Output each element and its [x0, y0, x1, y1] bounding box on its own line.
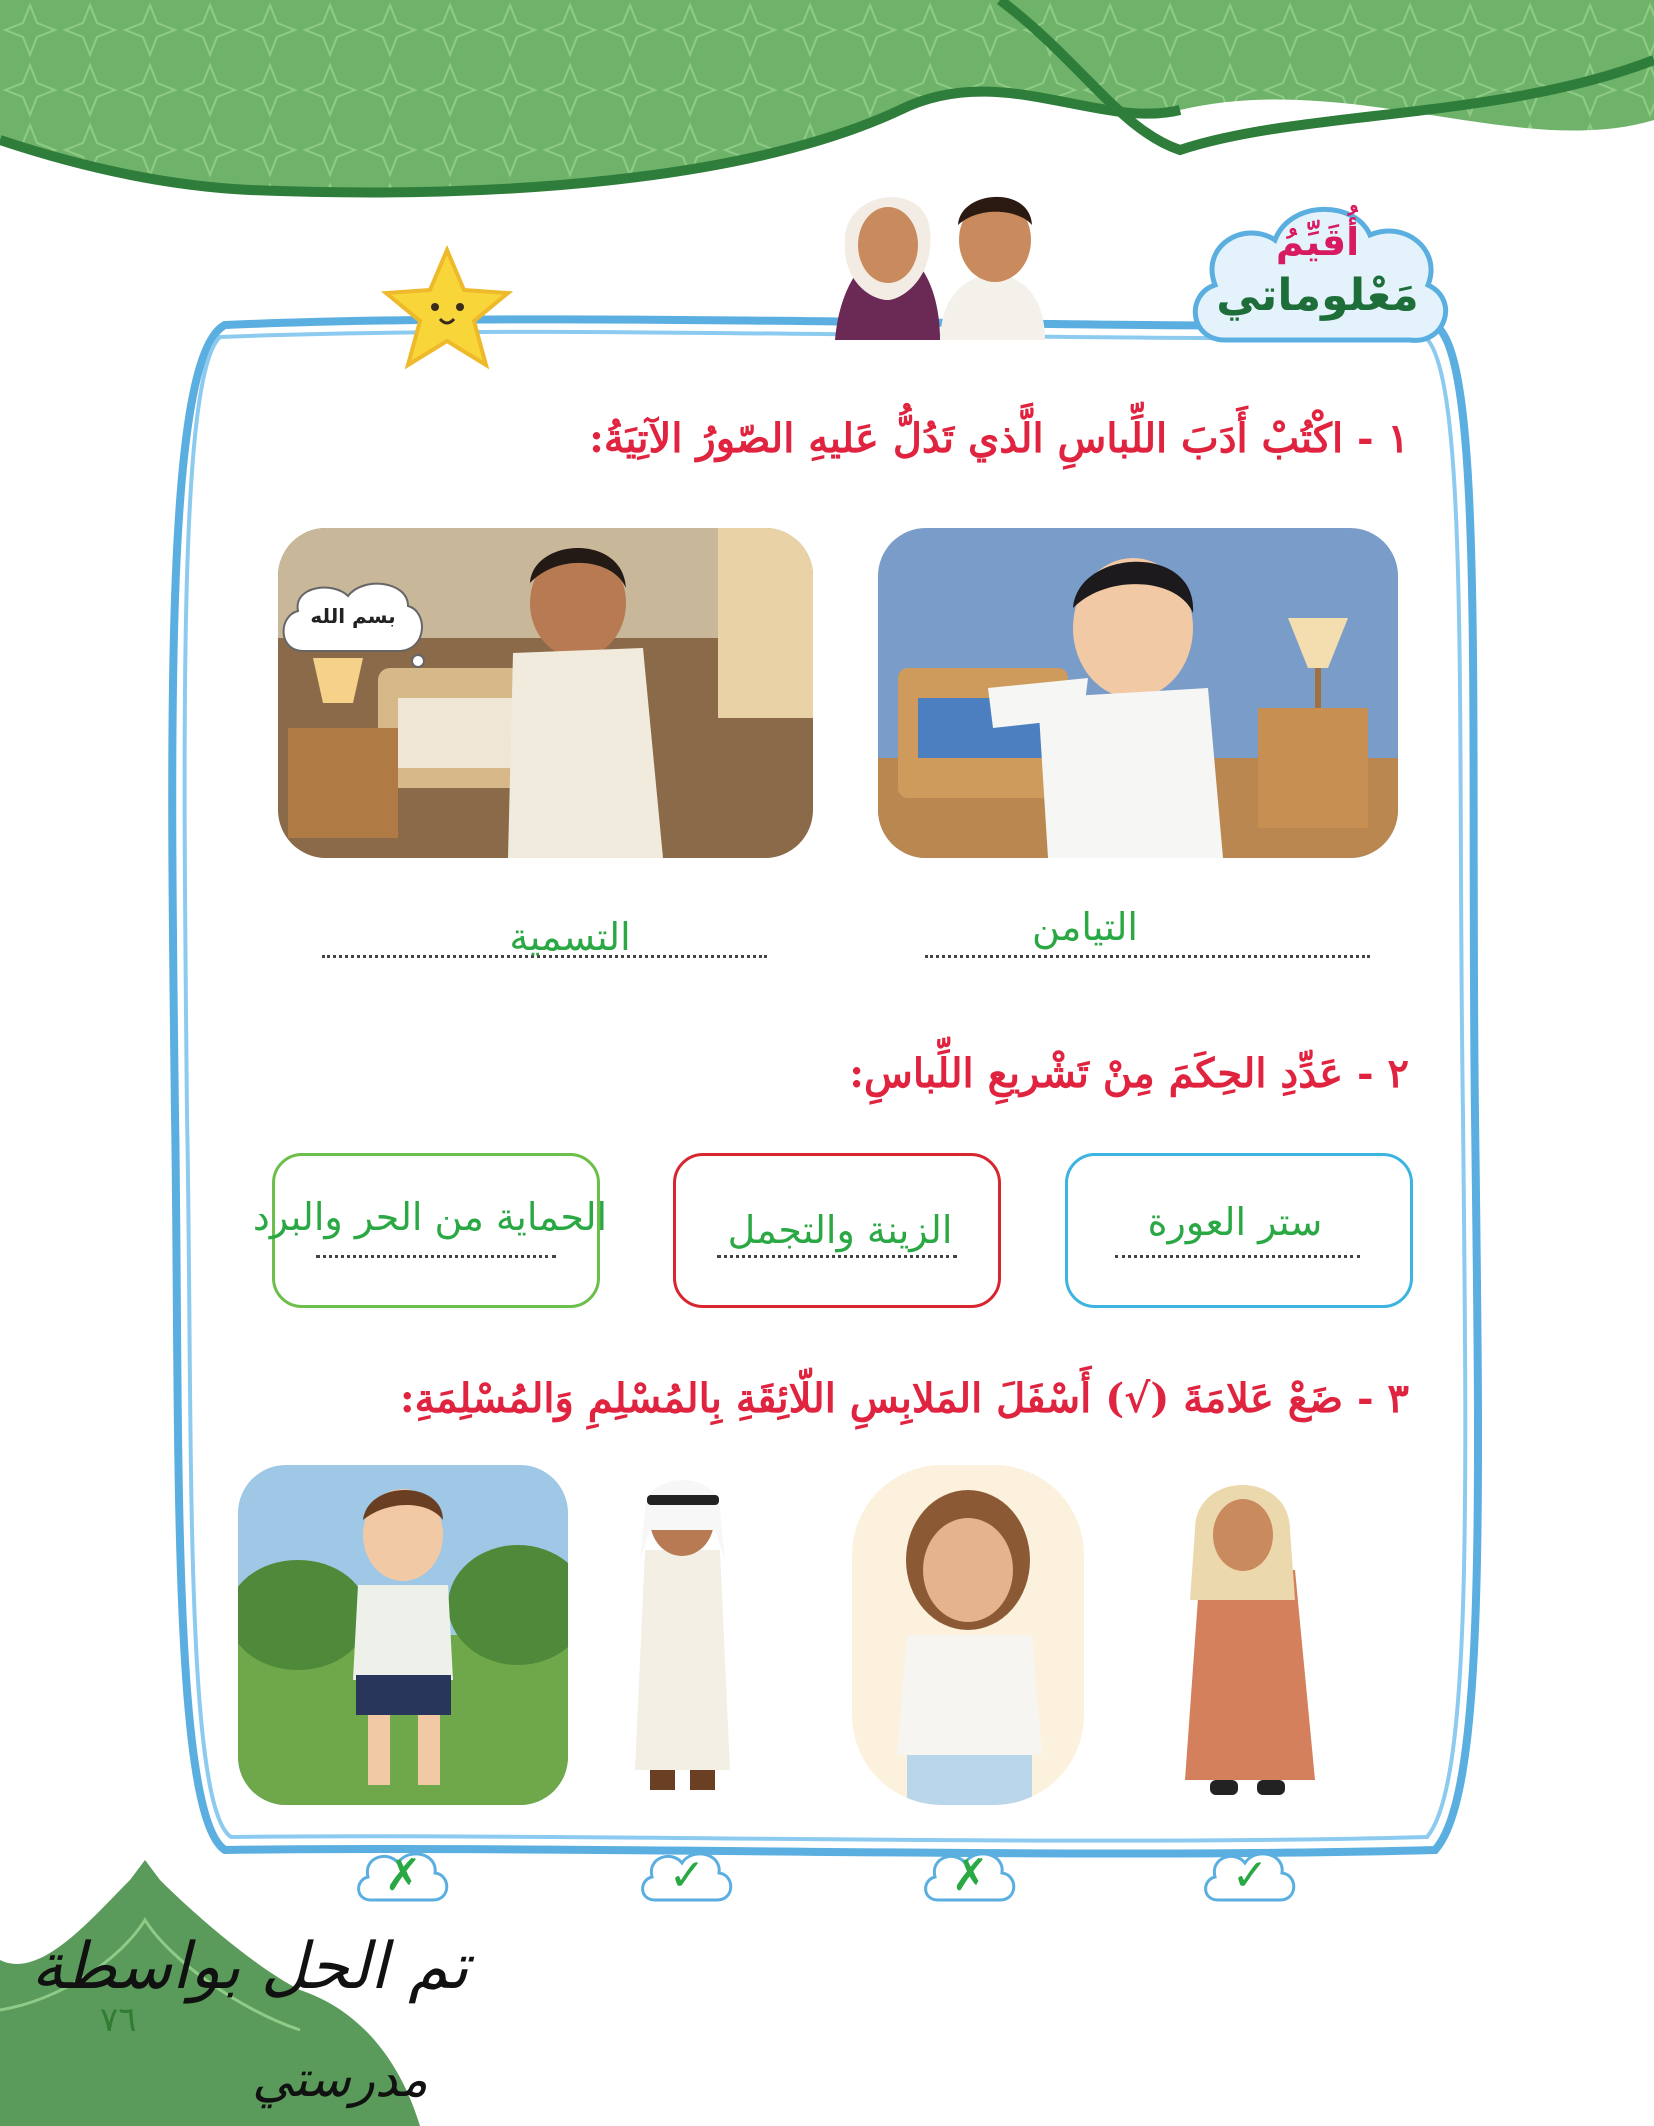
mark-3-cross-icon: ✗ [951, 1850, 989, 1901]
title-line2: مَعْلوماتي [1216, 270, 1419, 321]
question-3-text: ٣ - ضَعْ عَلامَةَ (√) أَسْفَلَ المَلابِسِ اللّائِقَةِ بِالمُسْلِمِ وَالمُسْلِمَةِ: [399, 1375, 1409, 1422]
page-number: ٧٦ [100, 2000, 137, 2040]
mark-cloud-4 [1200, 1845, 1300, 1907]
photo-boy-in-shorts [238, 1465, 568, 1805]
handwritten-signature-line2: مدرستي [252, 2050, 428, 2108]
figure-girl-in-hijab [1165, 1470, 1340, 1810]
photo-girl-uncovered [852, 1465, 1084, 1805]
photo-boy-dressing-right-sleeve [878, 528, 1398, 858]
answer-line-1 [925, 955, 1370, 958]
speech-bubble-text: بسم الله [310, 604, 396, 628]
children-illustration [830, 170, 1050, 340]
handwritten-signature-line1: تم الحل بواسطة [31, 1930, 469, 2004]
photo-boy-buttoning-shirt [278, 528, 813, 858]
star-icon [380, 245, 515, 375]
wisdom-line-1 [1115, 1255, 1360, 1258]
wisdom-answer-3: الحماية من الحر والبرد [252, 1195, 608, 1239]
section-title-cloud [1180, 190, 1455, 365]
wisdom-answer-1: ستر العورة [1147, 1200, 1323, 1244]
mark-2-check-icon: ✓ [668, 1850, 706, 1901]
answer-1-text: التيامن [1032, 905, 1138, 949]
mark-cloud-3 [920, 1845, 1020, 1907]
answer-2-text: التسمية [509, 915, 631, 959]
question-1-text: ١ - اكْتُبْ أَدَبَ اللِّباسِ الَّذي تَدُلُّ عَليهِ الصّورُ الآتِيَةُ: [589, 415, 1409, 462]
mark-1-cross-icon: ✗ [384, 1850, 422, 1901]
mark-cloud-2 [637, 1845, 737, 1907]
wisdom-line-2 [717, 1255, 957, 1258]
wisdom-line-3 [316, 1255, 556, 1258]
question-2-text: ٢ - عَدِّدِ الحِكَمَ مِنْ تَشْريعِ اللِّباسِ: [849, 1050, 1409, 1097]
mark-4-check-icon: ✓ [1231, 1850, 1269, 1901]
figure-boy-in-thobe [605, 1470, 760, 1810]
title-line1: أُقَيِّمُ [1275, 220, 1360, 264]
speech-bubble [278, 576, 428, 671]
wisdom-answer-2: الزينة والتجمل [727, 1208, 953, 1252]
